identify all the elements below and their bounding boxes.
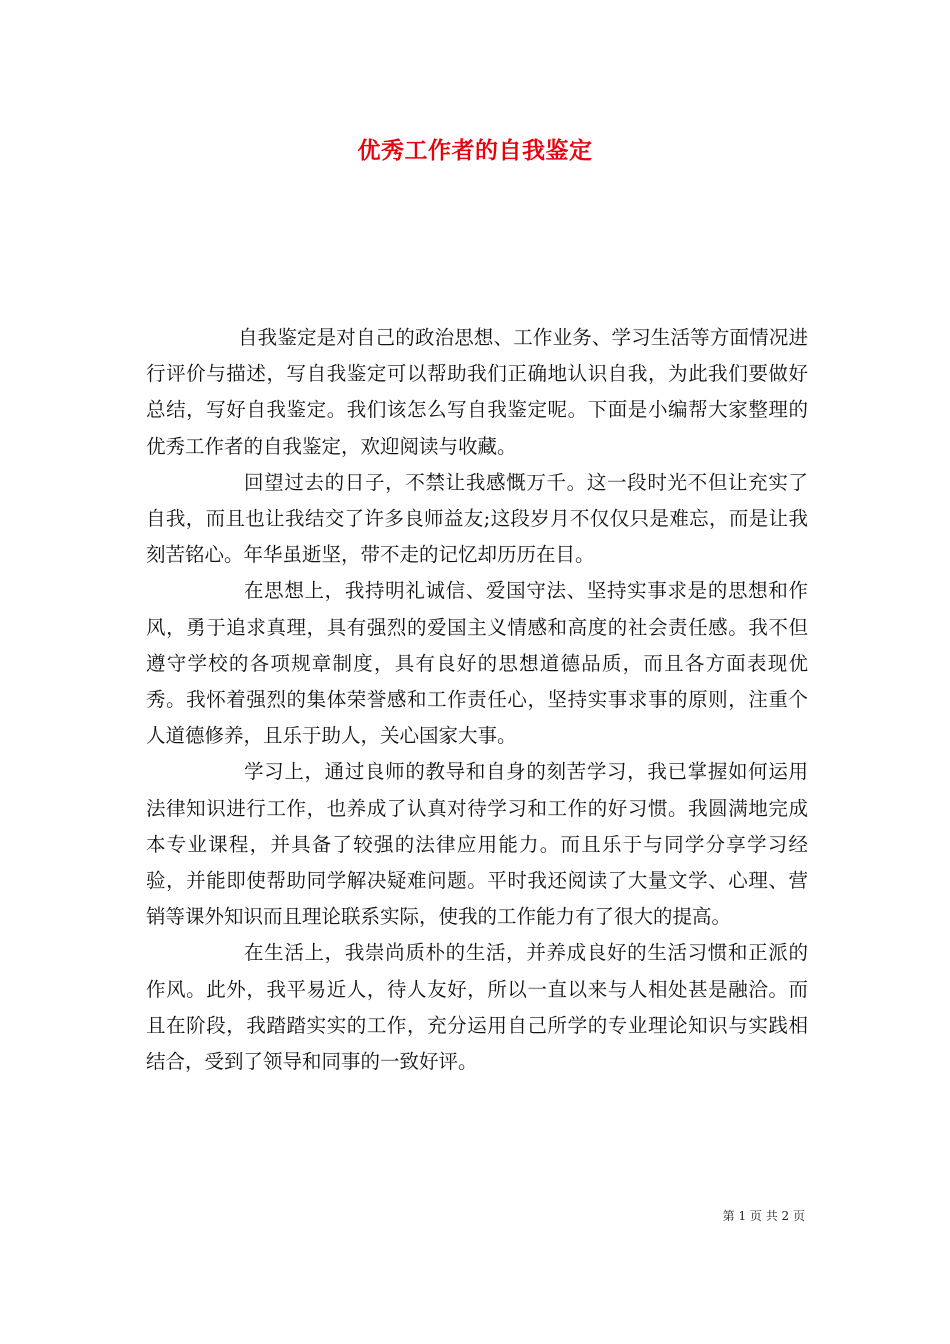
document-body (146, 320, 808, 1080)
paragraph-ideology: 在思想上，我持明礼诚信、爱国守法、坚持实事求是的思想和作风，勇于追求真理，具有强烈的爱国主义情感和高度的社会责任感。我不但遵守学校的各项规章制度，具有良好的思想道德品质，而且各方面表现优秀。我怀着强烈的集体荣誉感和工作责任心，坚持实事求事的原则，注重个人道德修养，且乐于助人，关心国家大事。 (146, 579, 808, 748)
paragraph-life: 在生活上，我崇尚质朴的生活，并养成良好的生活习惯和正派的作风。此外，我平易近人，待人友好，所以一直以来与人相处甚是融洽。而且在阶段，我踏踏实实的工作，充分运用自己所学的专业理论知识与实践相结合，受到了领导和同事的一致好评。 (146, 941, 808, 1074)
paragraph-reflection: 回望过去的日子，不禁让我感慨万千。这一段时光不但让充实了自我，而且也让我结交了许多良师益友;这段岁月不仅仅只是难忘，而是让我刻苦铭心。年华虽逝坚，带不走的记忆却历历在目。 (146, 470, 808, 567)
paragraph-intro: 自我鉴定是对自己的政治思想、工作业务、学习生活等方面情况进行评价与描述，写自我鉴定可以帮助我们正确地认识自我，为此我们要做好总结，写好自我鉴定。我们该怎么写自我鉴定呢。下面是小编帮大家整理的优秀工作者的自我鉴定，欢迎阅读与收藏。 (146, 326, 808, 458)
document-title: 优秀工作者的自我鉴定 (357, 137, 593, 164)
page-number: 第 1 页 共 2 页 (722, 1209, 805, 1223)
paragraph-study: 学习上，通过良师的教导和自身的刻苦学习，我已掌握如何运用法律知识进行工作，也养成了认真对待学习和工作的好习惯。我圆满地完成本专业课程，并具备了较强的法律应用能力。而且乐于与同学分享学习经验，并能即使帮助同学解决疑难问题。平时我还阅读了大量文学、心理、营销等课外知识而且理论联系实际，使我的工作能力有了很大的提高。 (146, 760, 808, 929)
